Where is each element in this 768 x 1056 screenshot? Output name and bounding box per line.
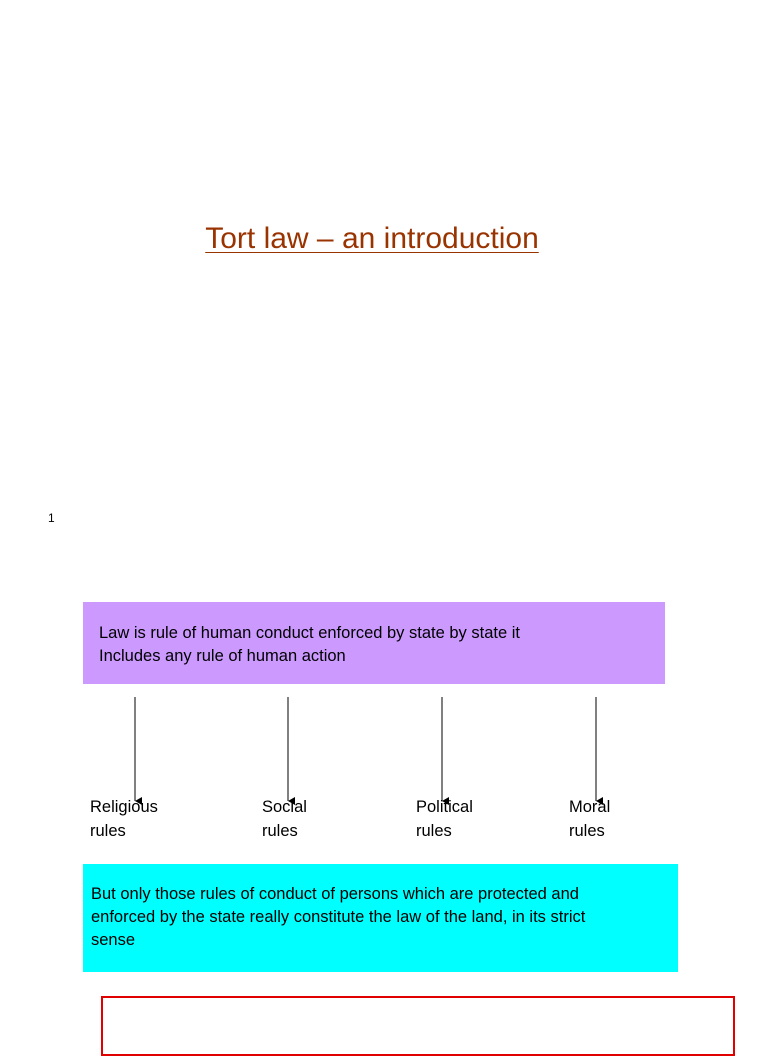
category-political-line-1: Political bbox=[416, 798, 473, 816]
category-political-line-2: rules bbox=[416, 822, 452, 840]
category-religious bbox=[90, 795, 158, 843]
category-moral bbox=[569, 795, 610, 843]
category-political bbox=[416, 795, 473, 843]
category-moral-line-1: Moral bbox=[569, 798, 611, 816]
strict-law-line-3: sense bbox=[91, 931, 136, 949]
strict-law-box bbox=[83, 864, 678, 972]
category-religious-line-2: rules bbox=[90, 822, 126, 840]
category-moral-line-2: rules bbox=[569, 822, 605, 840]
law-definition-line-2: Includes any rule of human action bbox=[99, 647, 346, 665]
category-social-line-1: Social bbox=[262, 798, 307, 816]
strict-law-line-2: enforced by the state really constitute the law of the land, in its strict bbox=[91, 908, 586, 926]
law-definition-line-1: Law is rule of human conduct enforced by state by state it bbox=[99, 624, 520, 642]
category-social-line-2: rules bbox=[262, 822, 298, 840]
page-number: 1 bbox=[48, 511, 55, 525]
category-social bbox=[262, 795, 307, 843]
document-title: Tort law – an introduction bbox=[205, 222, 539, 255]
category-religious-line-1: Religious bbox=[90, 798, 158, 816]
red-outline-box bbox=[101, 996, 735, 1056]
strict-law-line-1: But only those rules of conduct of persons which are protected and bbox=[91, 885, 579, 903]
